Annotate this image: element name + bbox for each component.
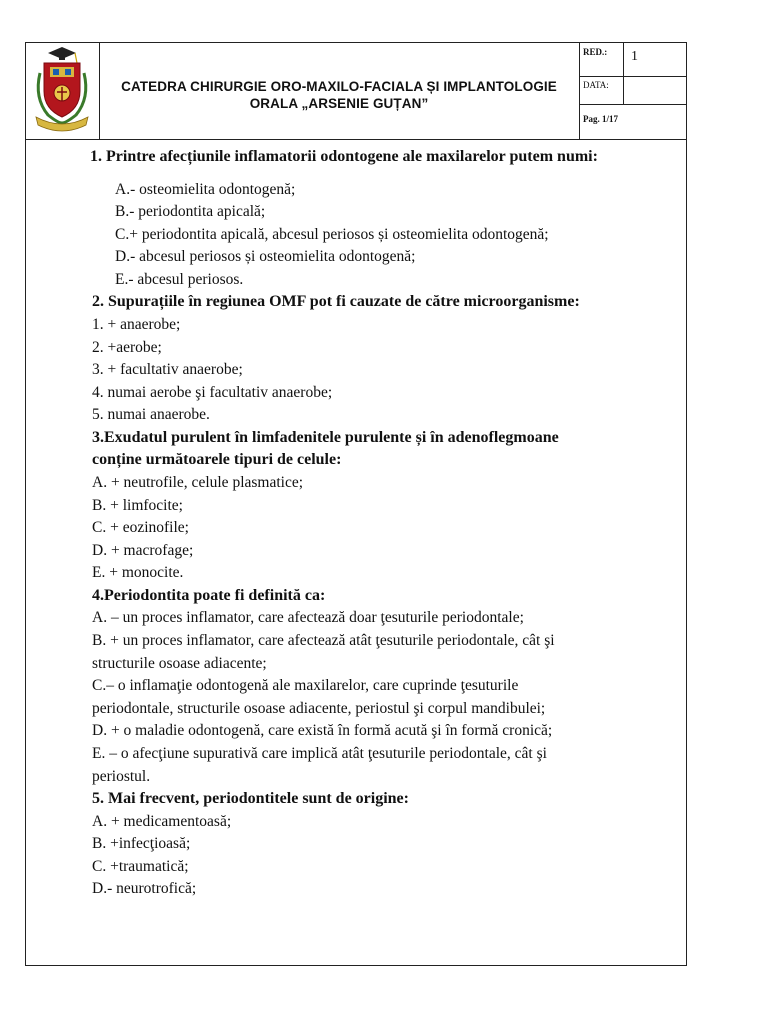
question-3-option-e: E. + monocite.: [92, 564, 184, 582]
date-label: DATA:: [579, 76, 624, 104]
department-title: [121, 70, 557, 112]
question-1-option-a: A.- osteomielita odontogenă;: [115, 180, 296, 198]
question-3-title-line-2: conține următoarele tipuri de celule:: [92, 451, 342, 469]
university-logo-cell: [26, 43, 100, 139]
question-3-option-d: D. + macrofage;: [92, 541, 194, 559]
question-1-option-e: E.- abcesul periosos.: [115, 270, 244, 288]
document-header: [26, 43, 686, 140]
question-4-line-3: structurile osoase adiacente;: [92, 654, 267, 672]
question-2-option-5: 5. numai anaerobe.: [92, 406, 210, 424]
question-4-line-6: D. + o maladie odontogenă, care există în formă acută şi în formă cronică;: [92, 722, 553, 740]
question-4-line-4: C.– o inflamaţie odontogenă ale maxilarelor, care cuprinde ţesuturile: [92, 677, 519, 695]
question-1-option-c: C.+ periodontita apicală, abcesul periosos și osteomielita odontogenă;: [115, 225, 549, 243]
department-title-line-1: CATEDRA CHIRURGIE ORO-MAXILO-FACIALA ȘI IMPLANTOLOGIE: [121, 79, 557, 94]
question-4-line-5: periodontale, structurile osoase adiacente, periostul şi corpul mandibulei;: [92, 699, 546, 717]
question-4-title: 4.Periodontita poate fi definită ca:: [92, 586, 326, 604]
question-5-option-d: D.- neurotrofică;: [92, 880, 197, 898]
question-2-title: 2. Supurațiile în regiunea OMF pot fi cauzate de către microorganisme:: [92, 293, 580, 311]
question-2-option-2: 2. +aerobe;: [92, 338, 162, 356]
meta-row-date: [579, 76, 686, 105]
question-5-option-c: C. +traumatică;: [92, 857, 189, 875]
meta-row-red: [579, 43, 686, 77]
question-3-option-a: A. + neutrofile, celule plasmatice;: [92, 473, 304, 491]
question-4-line-2: B. + un proces inflamator, care afectează atât ţesuturile periodontale, cât şi: [92, 632, 555, 649]
question-2-option-1: 1. + anaerobe;: [92, 315, 181, 333]
question-5-title: 5. Mai frecvent, periodontitele sunt de origine:: [92, 790, 409, 808]
question-5-option-b: B. +infecţioasă;: [92, 835, 191, 853]
question-4-line-1: A. – un proces inflamator, care afectează doar ţesuturile periodontale;: [92, 609, 524, 627]
department-title-cell: [99, 43, 580, 139]
question-1-option-b: B.- periodontita apicală;: [115, 203, 266, 221]
department-title-line-2: ORALA „ARSENIE GUȚAN”: [249, 96, 429, 111]
red-label: RED.:: [579, 43, 624, 76]
meta-row-page: [579, 104, 686, 139]
question-4-line-7: E. – o afecţiune supurativă care implică atât ţesuturile periodontale, cât şi: [92, 744, 547, 762]
university-crest-icon: [26, 43, 99, 139]
question-3-option-b: B. + limfocite;: [92, 496, 183, 514]
question-1-option-d: D.- abcesul periosos și osteomielita odontogenă;: [115, 248, 416, 266]
question-2-option-3: 3. + facultativ anaerobe;: [92, 361, 243, 379]
question-4-line-8: periostul.: [92, 767, 151, 785]
document-content: [66, 146, 676, 901]
question-2-option-4: 4. numai aerobe şi facultativ anaerobe;: [92, 383, 333, 401]
question-5-option-a: A. + medicamentoasă;: [92, 812, 232, 830]
document-meta-table: [579, 43, 686, 139]
red-value: 1: [631, 49, 638, 64]
question-3-title-line-1: 3.Exudatul purulent în limfadenitele purulente și în adenoflegmoane: [92, 428, 559, 446]
question-3-option-c: C. + eozinofile;: [92, 519, 189, 537]
page-number: Pag. 1/17: [583, 114, 618, 124]
question-1-title: 1. Printre afecțiunile inflamatorii odontogene ale maxilarelor putem numi:: [90, 148, 598, 165]
